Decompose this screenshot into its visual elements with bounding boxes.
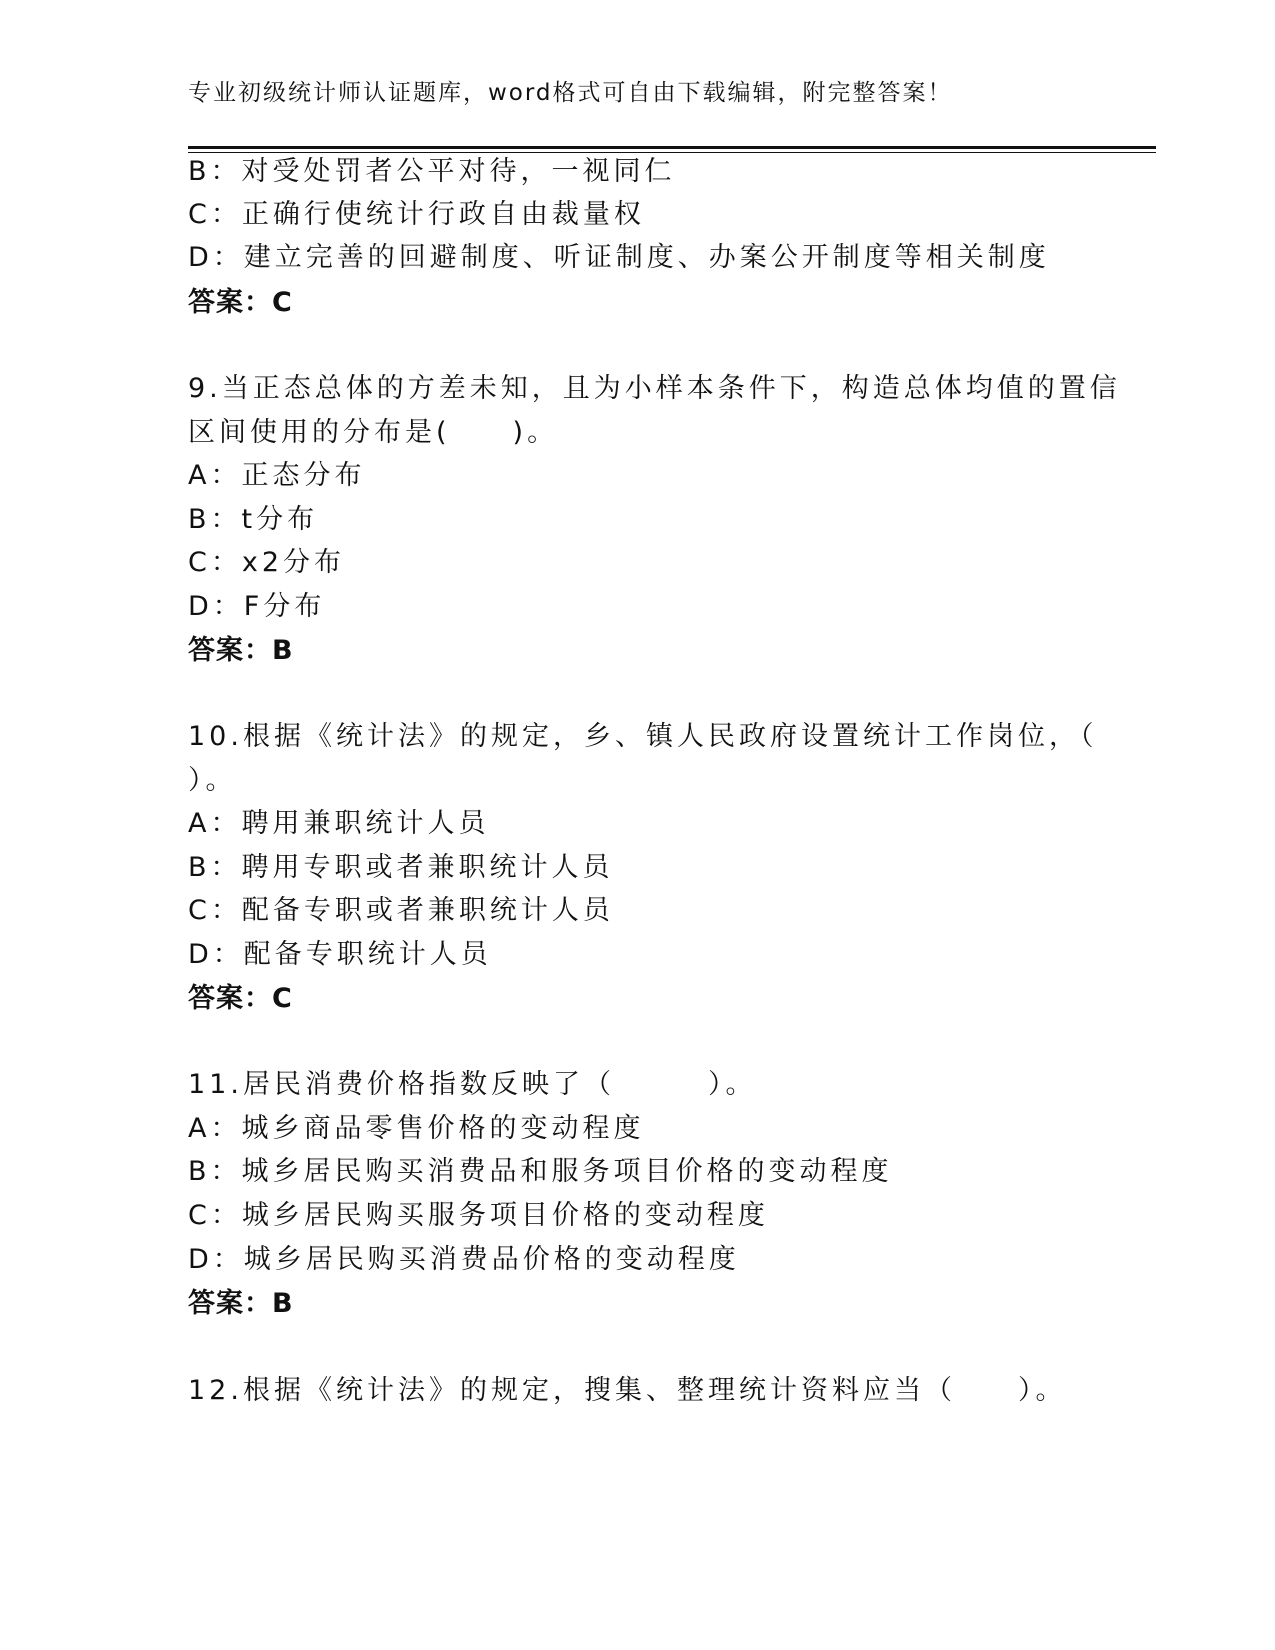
q10-option-d: D：配备专职统计人员 <box>188 939 492 970</box>
q11-answer: 答案：B <box>188 1288 294 1319</box>
header-rule-thick <box>188 146 1156 149</box>
q10-stem-line2: ）。 <box>188 765 237 796</box>
q8-option-b: B：对受处罚者公平对待，一视同仁 <box>188 156 676 187</box>
q11-option-d: D：城乡居民购买消费品价格的变动程度 <box>188 1244 740 1275</box>
q9-answer: 答案：B <box>188 635 294 666</box>
header-rule-thin <box>188 152 1156 153</box>
q11-stem: 11.居民消费价格指数反映了（ ）。 <box>188 1069 757 1100</box>
page-header: 专业初级统计师认证题库，word格式可自由下载编辑，附完整答案！ <box>188 80 953 106</box>
q9-option-a: A：正态分布 <box>188 460 366 491</box>
q9-option-c: C：x2分布 <box>188 547 346 578</box>
q10-answer: 答案：C <box>188 983 293 1014</box>
q8-answer: 答案：C <box>188 287 293 318</box>
q8-option-c: C：正确行使统计行政自由裁量权 <box>188 199 645 230</box>
q9-stem-line2: 区间使用的分布是( )。 <box>188 417 559 448</box>
q10-option-a: A：聘用兼职统计人员 <box>188 808 490 839</box>
q9-option-b: B：t分布 <box>188 504 319 535</box>
q9-stem-line1: 9.当正态总体的方差未知，且为小样本条件下，构造总体均值的置信 <box>188 373 1121 404</box>
q9-option-d: D：F分布 <box>188 591 326 622</box>
q10-option-c: C：配备专职或者兼职统计人员 <box>188 895 614 926</box>
q12-stem: 12.根据《统计法》的规定，搜集、整理统计资料应当（ ）。 <box>188 1375 1067 1406</box>
q8-option-d: D：建立完善的回避制度、听证制度、办案公开制度等相关制度 <box>188 242 1050 273</box>
q10-stem-line1: 10.根据《统计法》的规定，乡、镇人民政府设置统计工作岗位，（ <box>188 721 1098 752</box>
q11-option-b: B：城乡居民购买消费品和服务项目价格的变动程度 <box>188 1156 893 1187</box>
q11-option-c: C：城乡居民购买服务项目价格的变动程度 <box>188 1200 769 1231</box>
q11-option-a: A：城乡商品零售价格的变动程度 <box>188 1113 645 1144</box>
q10-option-b: B：聘用专职或者兼职统计人员 <box>188 852 614 883</box>
